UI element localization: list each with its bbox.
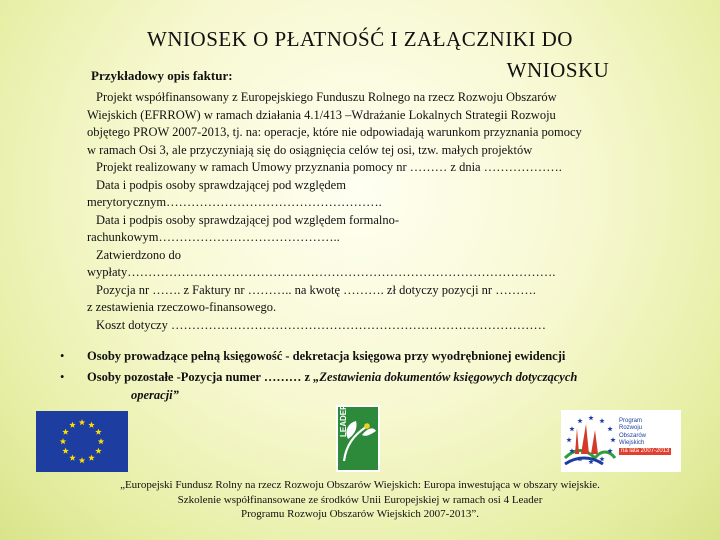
text-line: Data i podpis osoby sprawdzającej pod względem formalno- (96, 212, 400, 227)
bullet-item-full-accounting (60, 347, 657, 365)
text-line: wypłaty…………………………………………………………………………………………. (87, 265, 556, 279)
eu-flag-logo (36, 411, 128, 472)
bullet-mark: • (60, 349, 65, 363)
prow-text-line: na lata 2007-2013 (621, 448, 670, 455)
text-line: merytorycznym……………………………………………. (87, 195, 382, 209)
text-line: Pozycja nr ……. z Faktury nr ……….. na kwotę ………. zł dotyczy pozycji nr ………. (96, 282, 536, 297)
leader-logo-text: LEADER (339, 404, 348, 437)
text-line: w ramach Osi 3, ale przyczyniają się do osiągnięcia celów tej osi, tzw. małych projektów (87, 142, 533, 157)
invoice-description-text (87, 89, 647, 334)
text-line: Projekt realizowany w ramach Umowy przyznania pomocy nr ……… z dnia ………………. (96, 160, 562, 174)
footer-line: „Europejski Fundusz Rolny na rzecz Rozwoju Obszarów Wiejskich: Europa inwestująca w obszary wiejskie. (120, 479, 600, 491)
footer-note (0, 478, 720, 522)
text-line: Koszt dotyczy ……………………………………………………………………………… (96, 317, 546, 332)
text-line: Wiejskich (EFRROW) w ramach działania 4.1/413 –Wdrażanie Lokalnych Strategii Rozwoju (87, 107, 556, 122)
text-line: Data i podpis osoby sprawdzającej pod względem (96, 177, 346, 192)
subtitle: Przykładowy opis faktur: (91, 68, 233, 83)
bullet-text-italic: operacji” (131, 388, 179, 402)
text-line: objętego PROW 2007-2013, tj. na: operacje, które nie odpowiadają warunkom przyznania pomocy (87, 125, 582, 139)
bullet-item-other-persons (60, 368, 657, 404)
text-line: rachunkowym…………………………………….. (87, 230, 340, 244)
text-line: Projekt współfinansowany z Europejskiego Funduszu Rolnego na rzecz Rozwoju Obszarów (96, 90, 557, 104)
slide-title-line2: WNIOSKU (506, 58, 610, 82)
leader-logo (336, 405, 380, 472)
text-line: z zestawienia rzeczowo-finansowego. (87, 300, 277, 314)
prow-text-line: Rozwoju (619, 425, 643, 432)
bullet-text: Osoby prowadzące pełną księgowość - dekretacja księgowa przy wyodrębnionej ewidencji (87, 349, 566, 363)
prow-logo-text (619, 418, 671, 455)
text-line: Zatwierdzono do (96, 247, 182, 262)
slide-title-line1: WNIOSEK O PŁATNOŚĆ I ZAŁĄCZNIKI DO (147, 27, 573, 51)
footer-line: Szkolenie współfinansowane ze środków Unii Europejskiej w ramach osi 4 Leader (177, 493, 543, 506)
bullet-mark: • (60, 370, 65, 384)
bullet-text-italic: „Zestawienia dokumentów księgowych dotyczących (313, 370, 578, 384)
bullet-text: Osoby pozostałe -Pozycja numer ……… z (87, 370, 314, 384)
prow-logo (561, 410, 681, 472)
prow-text-line: Program (619, 418, 643, 424)
footer-line: Programu Rozwoju Obszarów Wiejskich 2007-2013”. (241, 508, 479, 520)
prow-text-line: Obszarów (619, 432, 647, 439)
prow-text-line: Wiejskich (619, 439, 645, 446)
